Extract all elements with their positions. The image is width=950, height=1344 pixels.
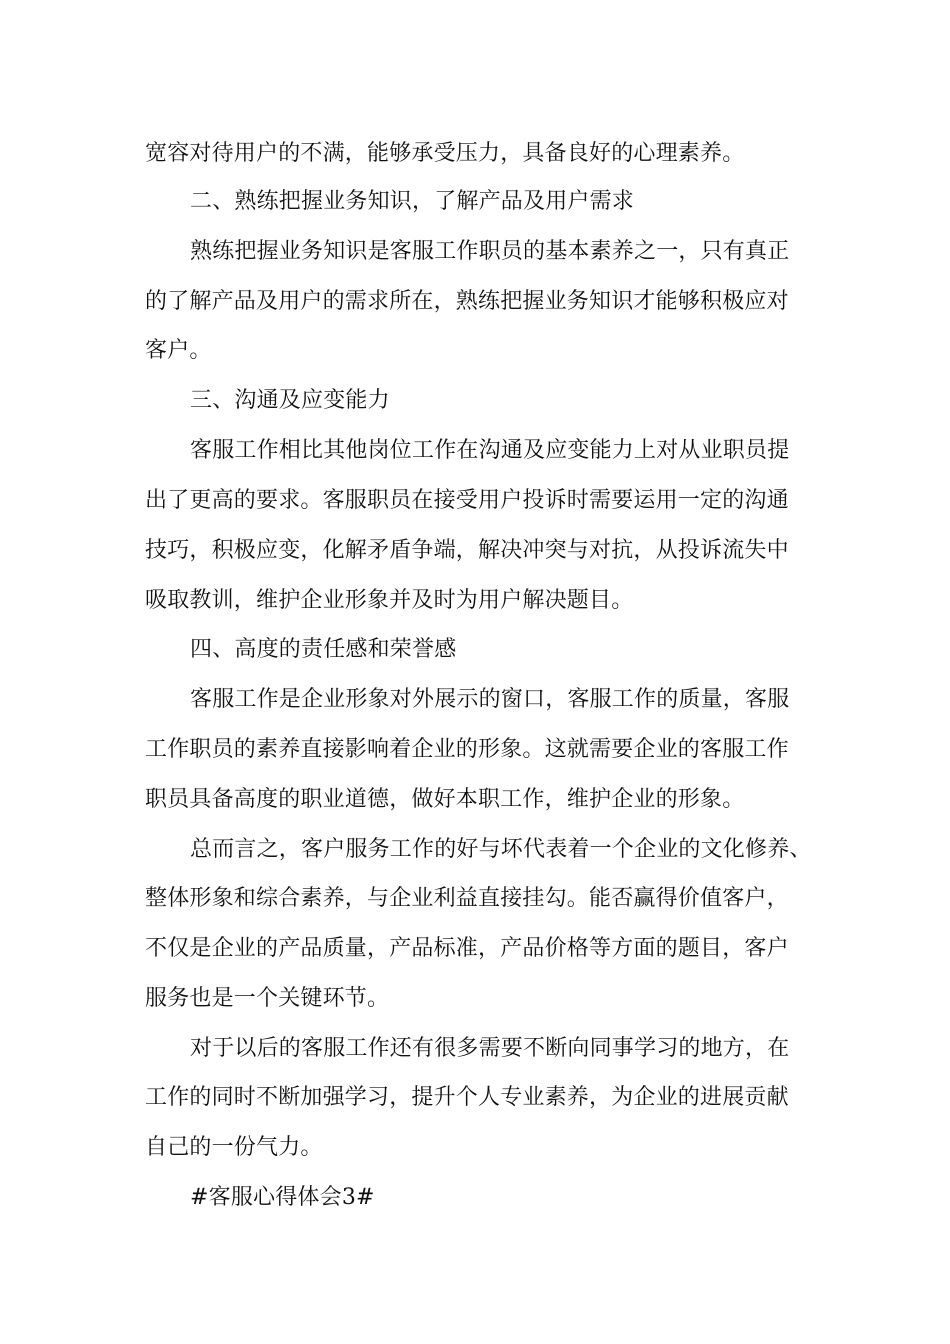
section-heading: #客服心得体会3#	[190, 1185, 375, 1210]
body-text-line: 职员具备高度的职业道德，做好本职工作，维护企业的形象。	[145, 787, 745, 812]
body-text-line: 出了更高的要求。客服职员在接受用户投诉时需要运用一定的沟通	[145, 488, 789, 513]
body-text-line: 宽容对待用户的不满，能够承受压力，具备良好的心理素养。	[145, 141, 745, 166]
section-heading: 三、沟通及应变能力	[190, 388, 390, 413]
section-heading: 二、熟练把握业务知识，了解产品及用户需求	[190, 189, 635, 214]
body-text-line: 熟练把握业务知识是客服工作职员的基本素养之一，只有真正	[190, 239, 790, 264]
body-text-line: 的了解产品及用户的需求所在，熟练把握业务知识才能够积极应对	[145, 289, 789, 314]
section-heading: 四、高度的责任感和荣誉感	[190, 637, 457, 662]
body-text-line: 工作的同时不断加强学习，提升个人专业素养，为企业的进展贡献	[145, 1085, 789, 1110]
body-text-line: 吸取教训，维护企业形象并及时为用户解决题目。	[145, 588, 634, 613]
body-text-line: 总而言之，客户服务工作的好与坏代表着一个企业的文化修养、	[190, 837, 812, 862]
body-text-line: 整体形象和综合素养，与企业利益直接挂勾。能否赢得价值客户，	[145, 886, 789, 911]
body-text-line: 客服工作相比其他岗位工作在沟通及应变能力上对从业职员提	[190, 438, 790, 463]
body-text-line: 客户。	[145, 338, 212, 363]
body-text-line: 自己的一份气力。	[145, 1135, 323, 1160]
body-text-line: 对于以后的客服工作还有很多需要不断向同事学习的地方，在	[190, 1036, 790, 1061]
body-text-line: 技巧，积极应变，化解矛盾争端，解决冲突与对抗，从投诉流失中	[145, 538, 789, 563]
body-text-line: 客服工作是企业形象对外展示的窗口，客服工作的质量，客服	[190, 687, 790, 712]
body-text-line: 工作职员的素养直接影响着企业的形象。这就需要企业的客服工作	[145, 737, 789, 762]
body-text-line: 不仅是企业的产品质量，产品标准，产品价格等方面的题目，客户	[145, 936, 789, 961]
body-text-line: 服务也是一个关键环节。	[145, 986, 390, 1011]
